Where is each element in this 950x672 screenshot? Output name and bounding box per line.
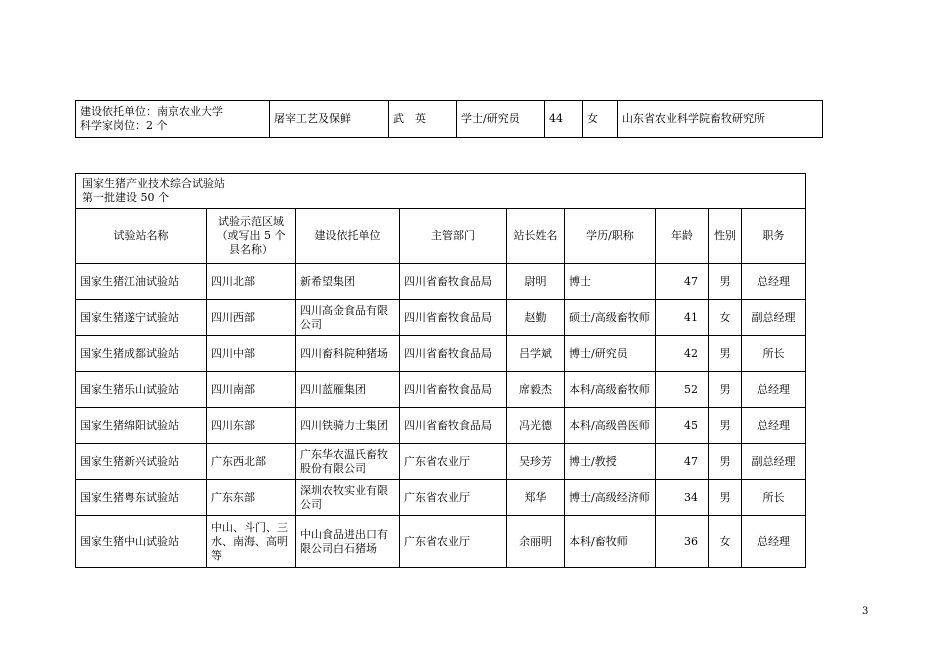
table-subtitle: 第一批建设 50 个 — [82, 191, 169, 204]
region-cell: 四川西部 — [207, 300, 296, 336]
degree-cell: 学士/研究员 — [457, 101, 545, 138]
unit-line: 建设依托单位：南京农业大学 — [80, 105, 223, 118]
station-cell: 国家生猪遂宁试验站 — [76, 300, 207, 336]
degree-cell: 本科/高级兽医师 — [565, 408, 656, 444]
position-cell: 副总经理 — [742, 300, 806, 336]
header-gender: 性别 — [709, 209, 742, 264]
position-cell: 总经理 — [742, 516, 806, 568]
age-cell: 42 — [656, 336, 709, 372]
gender-cell: 男 — [709, 336, 742, 372]
dept-cell: 四川省畜牧食品局 — [400, 264, 507, 300]
degree-cell: 博士/研究员 — [565, 336, 656, 372]
dept-cell: 四川省畜牧食品局 — [400, 336, 507, 372]
age-cell: 47 — [656, 444, 709, 480]
region-cell: 四川东部 — [207, 408, 296, 444]
name-cell: 武 英 — [389, 101, 457, 138]
unit-cell: 四川蓝雁集团 — [296, 372, 400, 408]
degree-cell: 本科/高级畜牧师 — [565, 372, 656, 408]
gender-cell: 女 — [709, 516, 742, 568]
gender-cell: 男 — [709, 444, 742, 480]
header-degree: 学历/职称 — [565, 209, 656, 264]
table-row — [76, 480, 806, 516]
header-region-line: 县名称） — [229, 243, 273, 256]
region-cell: 四川中部 — [207, 336, 296, 372]
unit-cell: 四川铁骑力士集团 — [296, 408, 400, 444]
position-cell: 所长 — [742, 336, 806, 372]
region-cell: 四川南部 — [207, 372, 296, 408]
station-cell: 国家生猪乐山试验站 — [76, 372, 207, 408]
station-cell: 国家生猪粤东试验站 — [76, 480, 207, 516]
dept-cell: 四川省畜牧食品局 — [400, 408, 507, 444]
unit-cell: 广东华农温氏畜牧股份有限公司 — [296, 444, 400, 480]
page-number: 3 — [862, 606, 869, 617]
header-region-line: 试验示范区域 — [218, 215, 284, 228]
age-cell: 36 — [656, 516, 709, 568]
dept-cell: 广东省农业厅 — [400, 480, 507, 516]
station-cell: 国家生猪新兴试验站 — [76, 444, 207, 480]
head-cell: 冯光德 — [507, 408, 565, 444]
gender-cell: 女 — [583, 101, 618, 138]
degree-cell: 博士/高级经济师 — [565, 480, 656, 516]
post-count-line: 科学家岗位：2 个 — [80, 119, 168, 132]
station-cell: 国家生猪成都试验站 — [76, 336, 207, 372]
top-table — [75, 100, 823, 138]
dept-cell: 广东省农业厅 — [400, 444, 507, 480]
table-row — [76, 408, 806, 444]
table-row — [76, 372, 806, 408]
header-age: 年龄 — [656, 209, 709, 264]
position-cell: 总经理 — [742, 264, 806, 300]
head-cell: 尉明 — [507, 264, 565, 300]
age-cell: 47 — [656, 264, 709, 300]
dept-cell: 广东省农业厅 — [400, 516, 507, 568]
age-cell: 34 — [656, 480, 709, 516]
table-row — [76, 264, 806, 300]
header-head: 站长姓名 — [507, 209, 565, 264]
unit-cell: 四川高金食品有限公司 — [296, 300, 400, 336]
title-cell — [76, 174, 806, 209]
head-cell: 郑华 — [507, 480, 565, 516]
unit-cell: 中山食品进出口有限公司白石猪场 — [296, 516, 400, 568]
age-cell: 45 — [656, 408, 709, 444]
position-cell: 副总经理 — [742, 444, 806, 480]
position-cell: 所长 — [742, 480, 806, 516]
region-cell: 四川北部 — [207, 264, 296, 300]
table-row — [76, 444, 806, 480]
gender-cell: 男 — [709, 264, 742, 300]
post-cell: 屠宰工艺及保鲜 — [270, 101, 389, 138]
unit-cell: 深圳农牧实业有限公司 — [296, 480, 400, 516]
degree-cell: 本科/畜牧师 — [565, 516, 656, 568]
station-table — [75, 173, 806, 568]
table-row — [76, 300, 806, 336]
header-region-line: （或写出 5 个 — [216, 229, 286, 242]
head-cell: 吕学斌 — [507, 336, 565, 372]
dept-cell: 四川省畜牧食品局 — [400, 372, 507, 408]
head-cell: 余丽明 — [507, 516, 565, 568]
table-row — [76, 336, 806, 372]
position-cell: 总经理 — [742, 408, 806, 444]
station-cell: 国家生猪绵阳试验站 — [76, 408, 207, 444]
degree-cell: 硕士/高级畜牧师 — [565, 300, 656, 336]
degree-cell: 博士/教授 — [565, 444, 656, 480]
unit-cell — [76, 101, 270, 138]
dept-cell: 四川省畜牧食品局 — [400, 300, 507, 336]
unit-cell: 新希望集团 — [296, 264, 400, 300]
unit-cell: 四川畜科院种猪场 — [296, 336, 400, 372]
table-row — [76, 516, 806, 568]
age-cell: 41 — [656, 300, 709, 336]
head-cell: 吴珍芳 — [507, 444, 565, 480]
station-rows — [76, 264, 806, 568]
gender-cell: 男 — [709, 372, 742, 408]
station-cell: 国家生猪江油试验站 — [76, 264, 207, 300]
gender-cell: 女 — [709, 300, 742, 336]
org-cell: 山东省农业科学院畜牧研究所 — [618, 101, 823, 138]
position-cell: 总经理 — [742, 372, 806, 408]
header-station: 试验站名称 — [76, 209, 207, 264]
header-row — [76, 209, 806, 264]
head-cell: 席毅杰 — [507, 372, 565, 408]
table-row — [76, 101, 823, 138]
table-title: 国家生猪产业技术综合试验站 — [82, 177, 225, 190]
header-position: 职务 — [742, 209, 806, 264]
head-cell: 赵勤 — [507, 300, 565, 336]
header-dept: 主管部门 — [400, 209, 507, 264]
gender-cell: 男 — [709, 480, 742, 516]
header-region — [207, 209, 296, 264]
station-cell: 国家生猪中山试验站 — [76, 516, 207, 568]
region-cell: 广东东部 — [207, 480, 296, 516]
age-cell: 52 — [656, 372, 709, 408]
age-cell: 44 — [545, 101, 583, 138]
gender-cell: 男 — [709, 408, 742, 444]
region-cell: 广东西北部 — [207, 444, 296, 480]
title-row — [76, 174, 806, 209]
degree-cell: 博士 — [565, 264, 656, 300]
header-unit: 建设依托单位 — [296, 209, 400, 264]
region-cell: 中山、斗门、三水、南海、高明等 — [207, 516, 296, 568]
